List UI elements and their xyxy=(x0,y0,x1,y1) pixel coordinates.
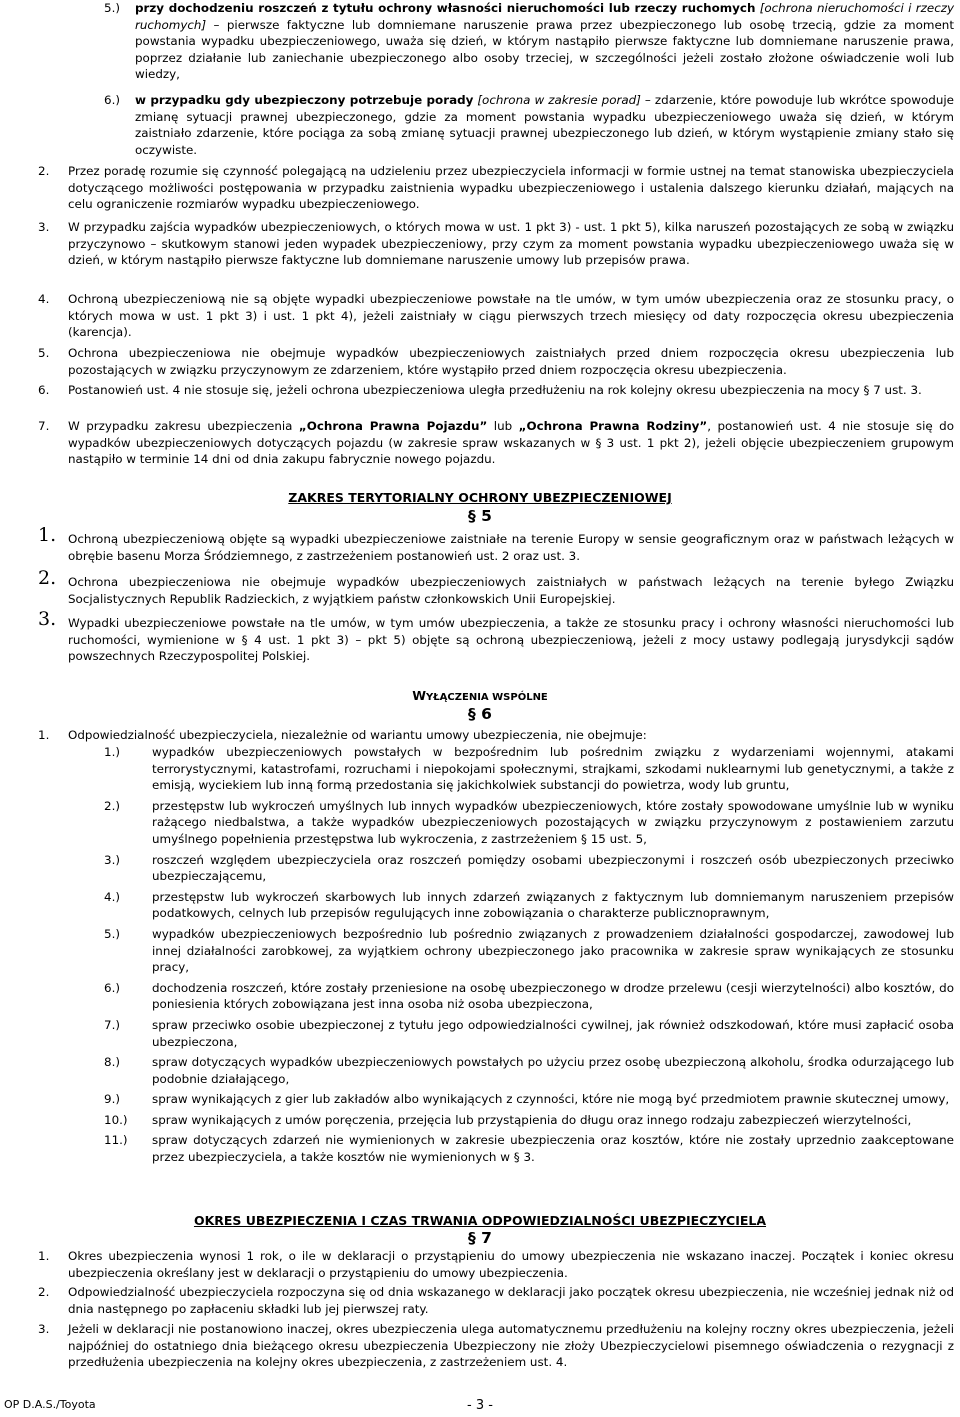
list-item xyxy=(0,608,960,665)
item-number: 3. xyxy=(38,1322,50,1336)
heading-rest: YŁĄCZENIA WSPÓLNE xyxy=(426,692,548,703)
item-text: spraw wynikających z gier lub zakładów albo wynikających z czynności, które nie mogą być przedmiotem prawnie skutecznej umowy, xyxy=(152,1092,950,1107)
list-item xyxy=(0,1112,960,1129)
item-text: – pierwsze faktyczne lub domniemane naruszenie prawa przez ubezpieczonego lub osobę trzecią, gdzie za moment powstania wypadku ubezpieczeniowego, uważa się dzień, w którym nastąpiło pierwsze faktyczne lub domniemane naruszenie prawa, poprzez działanie lub zaniechanie ubezpieczonego albo osoby trzeciej, w szczególności jeżeli zostało złożone oświadczenie woli lub wiedzy, xyxy=(135,17,954,82)
item-text: przestępstw lub wykroczeń skarbowych lub innych zdarzeń związanych z faktycznym lub domniemanym naruszeniem przepisów podatkowych, celnych lub przepisów regulujących inne zobowiązania o charakterze publicznoprawnym, xyxy=(152,889,954,921)
item-text: Przez poradę rozumie się czynność polegającą na udzieleniu przez ubezpieczyciela informacji w formie ustnej na temat stanowiska ubezpieczyciela dotyczącego możliwości postępowania w przypadku zaistnienia wypadku ubezpieczeniowego i ustalenia dalszego kierunku działań, mających na celu ograniczenie rozmiarów wypadku ubezpieczeniowego. xyxy=(68,164,954,212)
item-number: 7. xyxy=(38,419,50,433)
list-item xyxy=(0,524,960,564)
item-text: W przypadku zajścia wypadków ubezpieczeniowych, o których mowa w ust. 1 pkt 3) - ust. 1 pkt 5), kilka naruszeń pozostających ze sobą w związku przyczynowo – skutkowym stanowi jeden wypadek ubezpieczeniowy, przy czym za moment powstania wypadku ubezpieczeniowego uważa się w dzień, w którym nastąpiło pierwsze faktyczne lub domniemane naruszenie umowy lub przepisów prawa. xyxy=(68,220,954,268)
item-number: 5.) xyxy=(104,926,120,941)
item-text: Okres ubezpieczenia wynosi 1 rok, o ile w deklaracji o przystąpieniu do umowy ubezpieczenia nie wskazano inaczej. Początek i koniec okresu ubezpieczenia określany jest w deklaracji o przystąpieniu do umowy ubezpieczenia. xyxy=(68,1249,954,1280)
item-number: 3. xyxy=(38,608,57,630)
item-text: wypadków ubezpieczeniowych bezpośrednio lub pośrednio związanych z prowadzeniem działalności gospodarczej, zawodowej lub innej działalności zarobkowej, za wyjątkiem ochrony ubezpieczonego jako pracownika w zakresie spraw wynikających ze stosunku pracy, xyxy=(152,926,954,975)
item-number: 7.) xyxy=(104,1017,120,1032)
list-item xyxy=(0,744,960,794)
item-number: 1. xyxy=(38,728,50,742)
item-text: spraw wynikających z umów poręczenia, przejęcia lub przystąpienia do długu oraz innego rodzaju zabezpieczeń wierzytelności, xyxy=(152,1112,912,1127)
item-number: 6. xyxy=(38,383,50,397)
list-item xyxy=(0,926,960,976)
item-number: 2. xyxy=(38,567,57,589)
list-item xyxy=(0,382,960,399)
footer-document-code: OP D.A.S./Toyota xyxy=(4,1398,96,1411)
item-number: 3.) xyxy=(104,852,120,867)
item-number: 6.) xyxy=(104,93,120,107)
list-item xyxy=(0,291,960,341)
item-text: wypadków ubezpieczeniowych powstałych w bezpośrednim lub pośrednim związku z wydarzeniami wojennymi, atakami terrorystycznymi, katastrofami, rozruchami i niepokojami społecznymi, strajkami, szkodami nuklearnymi lub genetycznymi, a także z emisją, wyciekiem lub inną formą przedostania się jakichkolwiek substancji do powietrza, wody lub gruntu, xyxy=(152,745,954,793)
list-item xyxy=(0,727,960,744)
list-item xyxy=(0,567,960,607)
item-text: przestępstw lub wykroczeń umyślnych lub innych wypadków ubezpieczeniowych, które zostały spowodowane umyślnie lub w wyniku rażącego niedbalstwa, a także wypadków ubezpieczeniowych pozostających w związku przyczynowym z postawieniem zarzutu umyślnego popełnienia przestępstwa lub wykroczenia, z zastrzeżeniem § 15 ust. 5, xyxy=(152,798,954,846)
item-bold: „Ochrona Prawna Pojazdu” xyxy=(298,419,488,433)
item-text: dochodzenia roszczeń, które zostały przeniesione na osobę ubezpieczonego w drodze przelewu (cesji wierzytelności) albo kosztów, do poniesienia których zobowiązana jest inna osoba niż osoba ubezpieczona, xyxy=(152,980,954,1012)
item-italic: [ochrona w zakresie porad] xyxy=(477,93,641,107)
list-item xyxy=(0,418,960,468)
list-item xyxy=(0,1132,960,1165)
list-item xyxy=(0,852,960,885)
item-number: 2.) xyxy=(104,798,120,813)
item-number: 8.) xyxy=(104,1055,120,1070)
item-bold: przy dochodzeniu roszczeń z tytułu ochrony własności nieruchomości lub rzeczy ruchomych xyxy=(135,1,756,15)
list-item xyxy=(0,1248,960,1281)
list-item xyxy=(0,1017,960,1050)
item-number: 10.) xyxy=(104,1112,128,1127)
item-text: Ochroną ubezpieczeniową nie są objęte wypadki ubezpieczeniowe powstałe na tle umów, w tym umów ubezpieczenia oraz ze stosunku pracy, o których mowa w ust. 1 pkt 3) i ust. 1 pkt 4), jeżeli zaistniały w ciągu pierwszych trzech miesięcy od daty rozpoczęcia okresu ubezpieczenia (karencja). xyxy=(68,292,954,340)
item-number: 2. xyxy=(38,1285,50,1299)
item-text: Odpowiedzialność ubezpieczyciela rozpoczyna się od dnia wskazanego w deklaracji jako początek okresu ubezpieczenia, nie wcześniej jednak niż od dnia następnego po zapłaceniu składki lub jej pierwszej raty. xyxy=(68,1285,954,1316)
item-text: W przypadku zakresu ubezpieczenia xyxy=(68,419,299,433)
list-item xyxy=(0,980,960,1013)
heading-first-letter: W xyxy=(412,688,426,703)
item-number: 9.) xyxy=(104,1092,120,1107)
list-item xyxy=(0,889,960,922)
item-number: 3. xyxy=(38,220,50,234)
item-text: Ochrona ubezpieczeniowa nie obejmuje wypadków ubezpieczeniowych zaistniałych przed dniem rozpoczęcia okresu ubezpieczenia lub pozostających w związku przyczynowym ze zdarzeniem, które wystąpiło przed dniem rozpoczęcia okresu ubezpieczenia. xyxy=(68,346,954,377)
list-item xyxy=(0,345,960,378)
item-bold: w przypadku gdy ubezpieczony potrzebuje porady xyxy=(135,93,474,107)
item-text: lub xyxy=(487,419,519,433)
list-item xyxy=(0,163,960,213)
section-sign: § 6 xyxy=(468,705,492,723)
item-text: Jeżeli w deklaracji nie postanowiono inaczej, okres ubezpieczenia ulega automatycznemu przedłużeniu na kolejny roczny okres ubezpieczenia, jeżeli najpóźniej do ostatniego dnia bieżącego okresu ubezpieczenia Ubezpieczony nie złoży Ubezpieczycielowi pisemnego oświadczenia o rezygnacji z przedłużenia ubezpieczenia na kolejny okres ubezpieczenia, z zastrzeżeniem ust. 4. xyxy=(68,1322,954,1370)
item-number: 5. xyxy=(38,346,50,360)
exclusions-list xyxy=(0,744,960,1170)
item-number: 6.) xyxy=(104,980,120,995)
item-text: Postanowień ust. 4 nie stosuje się, jeżeli ochrona ubezpieczeniowa uległa przedłużeniu na rok kolejny okresu ubezpieczenia na mocy § 7 ust. 3. xyxy=(68,383,922,397)
item-bold: „Ochrona Prawna Rodziny” xyxy=(518,419,708,433)
list-item xyxy=(0,219,960,269)
item-text: roszczeń względem ubezpieczyciela oraz roszczeń pomiędzy osobami ubezpieczonymi i roszczeń osób ubezpieczonych przeciwko ubezpieczającemu, xyxy=(152,852,954,884)
item-text: Ochroną ubezpieczeniową objęte są wypadki ubezpieczeniowe zaistniałe na terenie Europy w sensie geograficznym oraz w państwach leżących w obrębie basenu Morza Śródziemnego, z zastrzeżeniem postanowień ust. 2 oraz ust. 3. xyxy=(68,532,954,563)
list-item xyxy=(0,1054,960,1087)
item-text: spraw dotyczących wypadków ubezpieczeniowych powstałych po użyciu przez osobę ubezpieczoną alkoholu, środka odurzającego lub podobnie działającego, xyxy=(152,1055,954,1086)
item-number: 2. xyxy=(38,164,50,178)
list-item xyxy=(0,1284,960,1317)
item-text: spraw przeciwko osobie ubezpieczonej z tytułu jego odpowiedzialności cywilnej, jak również odszkodowań, które musi zapłacić osoba ubezpieczona, xyxy=(152,1017,954,1049)
list-item xyxy=(0,798,960,848)
footer-page-number: - 3 - xyxy=(467,1398,493,1413)
item-number: 1. xyxy=(38,1249,50,1263)
item-number: 1.) xyxy=(104,745,120,759)
item-text: Odpowiedzialność ubezpieczyciela, niezależnie od wariantu umowy ubezpieczenia, nie obejmuje: xyxy=(68,728,647,742)
section-sign: § 5 xyxy=(468,507,492,525)
item-number: 1. xyxy=(38,524,57,546)
list-item xyxy=(0,1321,960,1371)
item-text: Wypadki ubezpieczeniowe powstałe na tle umów, w tym umów ubezpieczenia, a także ze stosunku pracy i ochrony własności nieruchomości lub ruchomości, wymienione w § 4 ust. 1 pkt 3) – pkt 5) objęte są ochroną ubezpieczeniową, jeżeli z mocy ustawy podlegają jurysdykcji sądów powszechnych Rzeczypospolitej Polskiej. xyxy=(68,616,954,664)
section-heading: ZAKRES TERYTORIALNY OCHRONY UBEZPIECZENIOWEJ xyxy=(288,490,672,505)
section-heading: OKRES UBEZPIECZENIA I CZAS TRWANIA ODPOWIEDZIALNOŚCI UBEZPIECZYCIELA xyxy=(193,1213,767,1228)
item-text: – zdarzenie, które powoduje lub wkrótce spowoduje zmianę sytuacji prawnej ubezpieczonego, gdzie za moment powstania wypadku ubezpieczeniowego uważa się dzień, w którym zaistniało zdarzenie, które pociąga za sobą zmianę sytuacji prawnej ubezpieczonego lub dzień, w którym wystąpienie zmiany stało się oczywiste. xyxy=(135,93,955,157)
section-heading xyxy=(0,688,960,703)
item-number: 11.) xyxy=(104,1133,128,1148)
item-number: 5.) xyxy=(104,1,120,15)
item-text: , postanowień ust. 4 nie stosuje się do wypadków ubezpieczeniowych dotyczących pojazdu (w zakresie spraw wskazanych w § 3 ust. 1 pkt 2), jeżeli objęcie ubezpieczeniem grupowym nastąpiło w terminie 14 dni od dnia zakupu fabrycznie nowego pojazdu. xyxy=(68,419,955,467)
item-text: Ochrona ubezpieczeniowa nie obejmuje wypadków ubezpieczeniowych zaistniałych w państwach leżących na terenie byłego Związku Socjalistycznych Republik Radzieckich, z wyjątkiem państw członkowskich Unii Europejskiej. xyxy=(68,575,954,606)
item-number: 4. xyxy=(38,292,50,306)
list-item xyxy=(0,1091,960,1108)
section-sign: § 7 xyxy=(468,1229,492,1247)
item-italic: [ochrona nieruchomości i rzeczy ruchomych] xyxy=(135,1,955,32)
item-text: spraw dotyczących zdarzeń nie wymienionych w zakresie ubezpieczenia oraz kosztów, które nie zostały uprzednio zaakceptowane przez ubezpieczyciela, a także kosztów nie wymienionych w § 3. xyxy=(152,1133,954,1165)
list-item xyxy=(0,92,960,158)
list-item xyxy=(0,0,960,83)
item-number: 4.) xyxy=(104,889,120,904)
